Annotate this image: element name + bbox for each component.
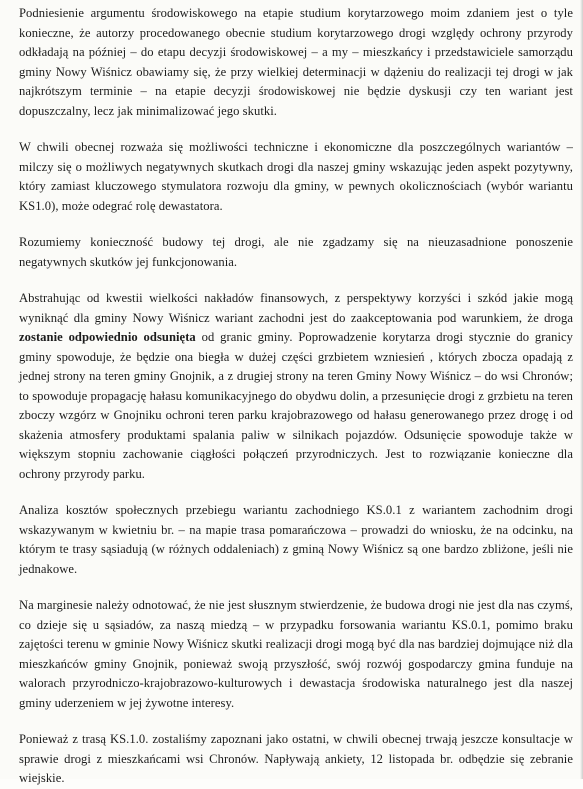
- paragraph-text: Podniesienie argumentu środowiskowego na etapie studium korytarzowego moim zdaniem jest o tyle konieczne, że autorzy procedowanego obecnie studium korytarzowego drogi względy ochrony przyrody odkładają na później – do etapu decyzji środowiskowej – a my – mieszkańcy i przedstawiciele samorządu gminy Nowy Wiśnicz obawiamy się, że przy wielkiej determinacji w dążeniu do realizacji tej drogi w jak najkrótszym terminie – na etapie decyzji środowiskowej nie będzie dyskusji czy ten wariant jest dopuszczalny, lecz jak minimalizować jego skutki.: [19, 6, 573, 118]
- paragraph-5: [19, 501, 573, 579]
- paragraph-2: [19, 138, 573, 216]
- paragraph-4: [19, 289, 573, 484]
- paragraph-text: Abstrahując od kwestii wielkości nakładów finansowych, z perspektywy korzyści i szkód jakie mogą wyniknąć dla gminy Nowy Wiśnicz wariant zachodni jest do zaakceptowania pod warunkiem, że droga: [19, 291, 573, 325]
- paragraph-text: od granic gminy. Poprowadzenie korytarza drogi stycznie do granicy gminy spowoduje, że będzie ona biegła w dużej części grzbietem wzniesień , których zbocza opadają z jednej strony na teren gminy Gnojnik, a z drugiej strony na teren Gminy Nowy Wiśnicz – do wsi Chronów; to spowoduje propagację hałasu komunikacyjnego do obydwu dolin, a przesunięcie drogi z grzbietu na teren zboczy wzgórz w Gnojniku ochroni teren parku krajobrazowego od hałasu generowanego przez drogę i od skażenia atmosfery produktami spalania paliw w silnikach pojazdów. Odsunięcie spowoduje także w większym stopniu zachowanie ciągłości połączeń przyrodniczych. Jest to rozwiązanie konieczne dla ochrony przyrody parku.: [19, 330, 574, 481]
- emphasized-text: zostanie odpowiednio odsunięta: [19, 330, 196, 344]
- paragraph-1: [19, 4, 573, 121]
- paragraph-text: W chwili obecnej rozważa się możliwości techniczne i ekonomiczne dla poszczególnych wariantów – milczy się o możliwych negatywnych skutkach drogi dla naszej gminy wskazując jeden aspekt pozytywny, który zamiast kluczowego stymulatora rozwoju dla gminy, w pewnych okolicznościach (wybór wariantu KS1.0), może odegrać rolę dewastatora.: [19, 140, 573, 213]
- paragraph-text: Rozumiemy konieczność budowy tej drogi, ale nie zgadzamy się na nieuzasadnione ponoszenie negatywnych skutków jej funkcjonowania.: [19, 235, 573, 269]
- paragraph-3: [19, 233, 573, 272]
- paragraph-text: Analiza kosztów społecznych przebiegu wariantu zachodniego KS.0.1 z wariantem zachodnim drogi wskazywanym w kwietniu br. – na mapie trasa pomarańczowa – prowadzi do wniosku, że na odcinku, na którym te trasy sąsiadują (w różnych oddaleniach) z gminą Nowy Wiśnicz są one bardzo zbliżone, jeśli nie jednakowe.: [19, 503, 573, 576]
- paragraph-6: [19, 596, 573, 713]
- paragraph-text: Ponieważ z trasą KS.1.0. zostaliśmy zapoznani jako ostatni, w chwili obecnej trwają jeszcze konsultacje w sprawie drogi z mieszkańcami wsi Chronów. Napływają ankiety, 12 listopada br. odbędzie się zebranie wiejskie.: [19, 732, 573, 785]
- paragraph-text: Na marginesie należy odnotować, że nie jest słusznym stwierdzenie, że budowa drogi nie jest dla nas czymś, co dzieje się u sąsiadów, za naszą miedzą – w przypadku forsowania wariantu KS.0.1, pomimo braku zajętości terenu w gminie Nowy Wiśnicz skutki realizacji drogi mogą być dla nas bardziej dojmujące niż dla mieszkańców gminy Gnojnik, ponieważ swoją przyszłość, swój rozwój gospodarczy gmina funduje na walorach przyrodniczo-krajobrazowo-kulturowych i dewastacja środowiska naturalnego jest dla naszej gminy uderzeniem w jej żywotne interesy.: [19, 598, 573, 710]
- paragraph-7: [19, 730, 573, 789]
